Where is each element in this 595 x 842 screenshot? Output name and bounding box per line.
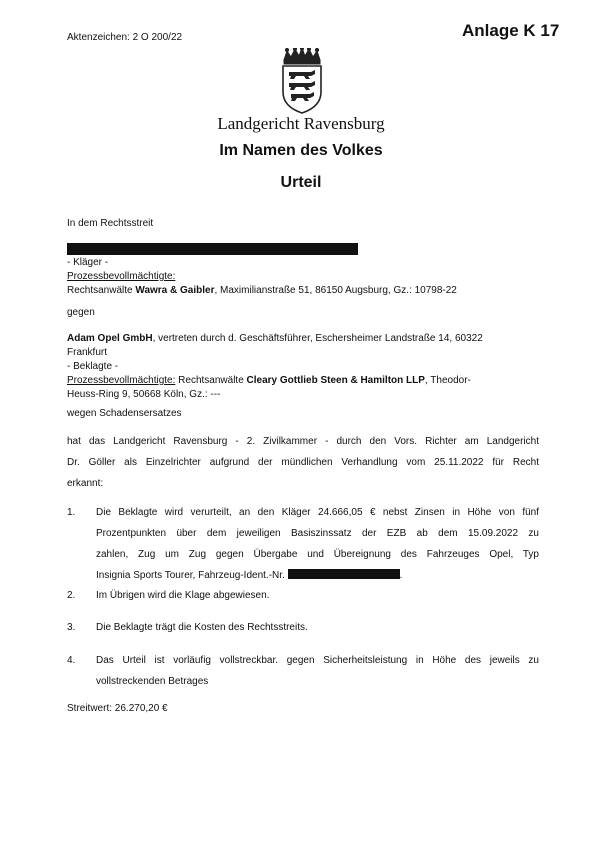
file-number: Aktenzeichen: 2 O 200/22 [67, 32, 183, 43]
defendant-name: Adam Opel GmbH [67, 333, 153, 344]
defendant-block: Adam Opel GmbH, vertreten durch d. Geschäftsführer, Eschersheimer Landstraße 14, 60322 Frankfurt - Beklagte - Prozessbevollmächtigte: Rechtsanwälte Cleary Gottlieb Steen & Hamilton LLP, Theodor- Heuss-Ring 9, 50668 Köln, Gz.: --- [67, 332, 539, 402]
judgment-preamble: hat das Landgericht Ravensburg - 2. Zivilkammer - durch den Vors. Richter am Landgericht Dr. Göller als Einzelrichter aufgrund der mündlichen Verhandlung vom 25.11.2022 für Recht erkannt: [67, 436, 539, 489]
subject-text: wegen Schadensersatzes [67, 408, 182, 419]
defendant-counsel-name: Cleary Gottlieb Steen & Hamilton LLP [246, 375, 425, 386]
document-title: Urteil [280, 174, 322, 191]
amount-in-dispute: Streitwert: 26.270,20 € [67, 703, 168, 714]
defendant-role: - Beklagte - [67, 361, 119, 372]
judgment-formula: Im Namen des Volkes [219, 142, 383, 159]
tenor-item-3: Die Beklagte trägt die Kosten des Rechtsstreits. [96, 622, 308, 633]
item-number: 1. [67, 507, 76, 518]
coat-of-arms-icon [279, 48, 325, 114]
item-number: 3. [67, 622, 76, 633]
tenor-item-4: Das Urteil ist vorläufig vollstreckbar. gegen Sicherheitsleistung in Höhe des jeweils zu vollstreckenden Betrages [96, 655, 539, 687]
exhibit-label: Anlage K 17 [462, 21, 560, 40]
vin-redaction-bar [288, 569, 400, 579]
item-number: 2. [67, 590, 76, 601]
defendant-counsel-address: Heuss-Ring 9, 50668 Köln, Gz.: --- [67, 389, 221, 400]
plaintiff-counsel-label: Prozessbevollmächtigte: [67, 271, 176, 282]
plaintiff-counsel-name: Wawra & Gaibler [135, 285, 215, 296]
plaintiff-block [67, 256, 539, 298]
defendant-city: Frankfurt [67, 347, 108, 358]
court-name: Landgericht Ravensburg [217, 114, 385, 133]
defendant-counsel-label: Prozessbevollmächtigte: [67, 375, 176, 386]
tenor-item-1: Die Beklagte wird verurteilt, an den Kläger 24.666,05 € nebst Zinsen in Höhe von fünf Prozentpunkten über dem jeweiligen Basiszinssatz der EZB ab dem 15.09.2022 zu zahlen, Zug um Zug gegen Übergabe und Übereignung des Fahrzeuges Opel, Typ Insignia Sports Tourer, Fahrzeug-Ident.-Nr. . [96, 507, 539, 581]
plaintiff-counsel: Rechtsanwälte Wawra & Gaibler, Maximilianstraße 51, 86150 Augsburg, Gz.: 10798-22 [67, 285, 457, 296]
gegen-text: gegen [67, 307, 95, 318]
plaintiff-role: - Kläger - [67, 257, 109, 268]
redaction-bar [67, 243, 358, 255]
intro-text: In dem Rechtsstreit [67, 218, 154, 229]
tenor-item-2: Im Übrigen wird die Klage abgewiesen. [96, 590, 270, 601]
item-number: 4. [67, 655, 76, 666]
